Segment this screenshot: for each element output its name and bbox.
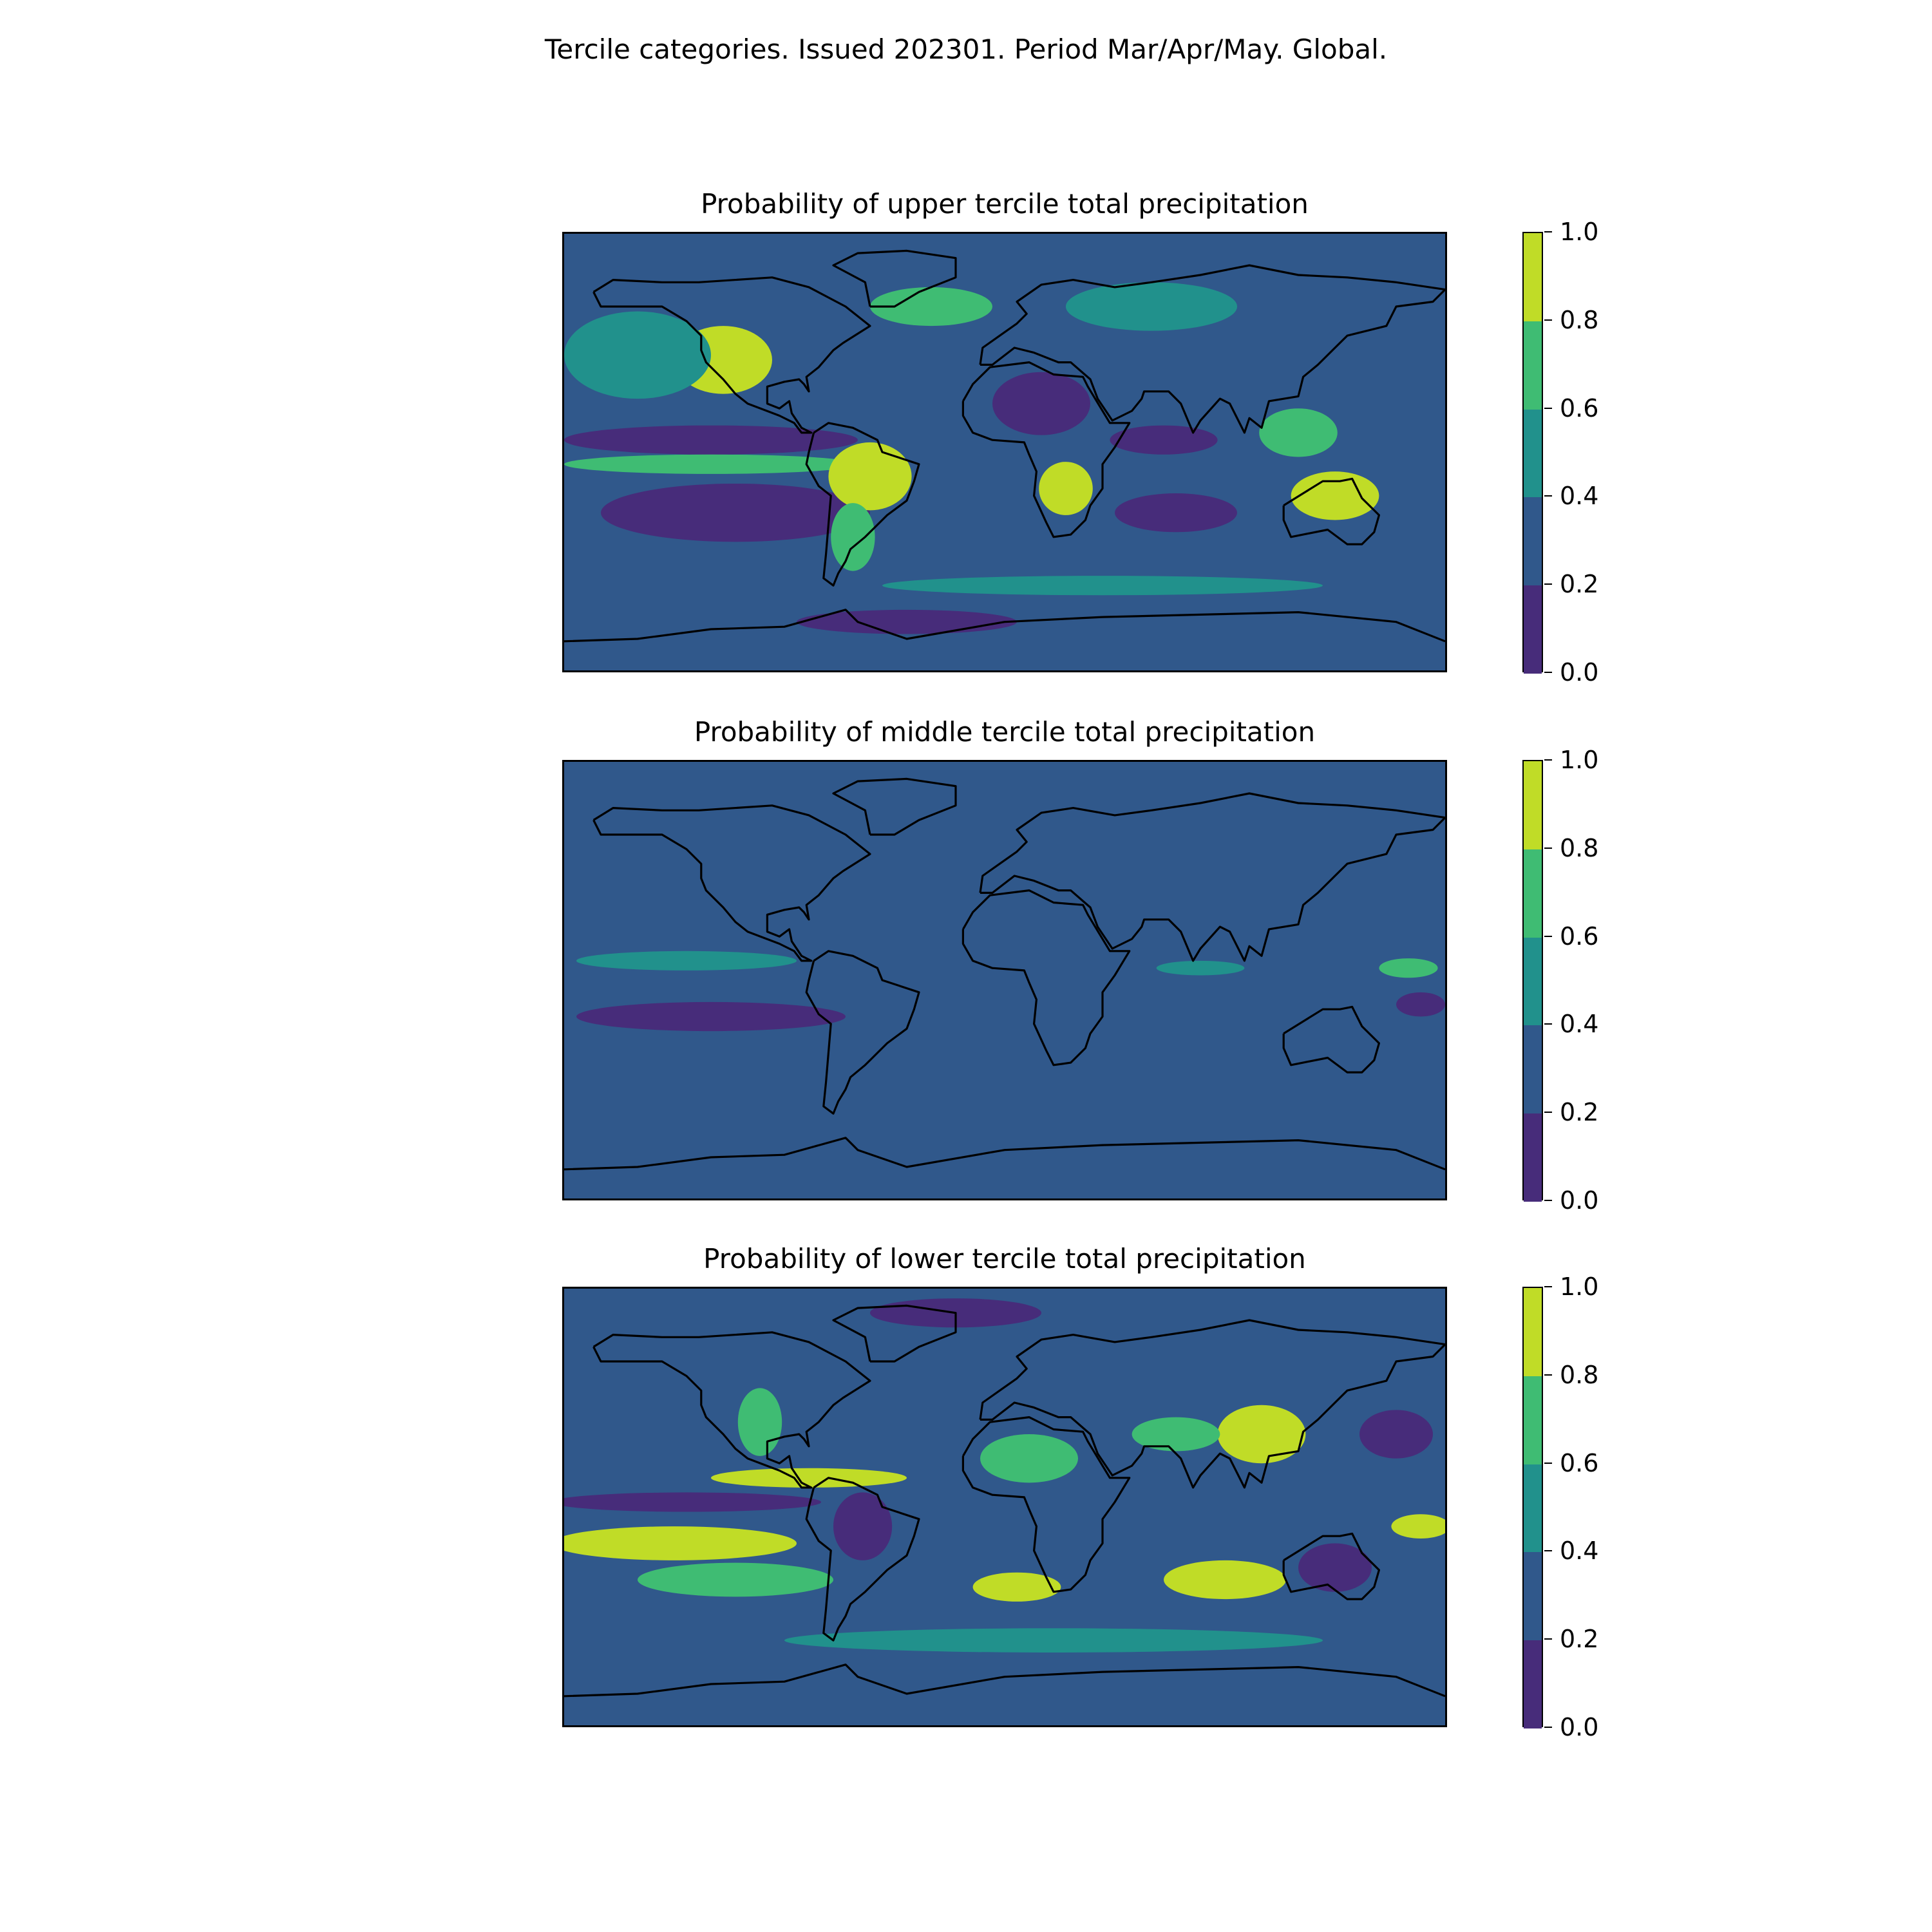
region-southern-ocean-ring	[882, 576, 1323, 595]
colorbar-tick	[1544, 936, 1552, 937]
map-middle-tercile	[562, 760, 1447, 1200]
colorbar-band	[1524, 585, 1542, 674]
region-north-africa-dry	[992, 372, 1090, 435]
colorbar-band	[1524, 497, 1542, 585]
colorbar-tick-label: 0.8	[1560, 305, 1599, 334]
colorbar-tick-label: 0.6	[1560, 393, 1599, 422]
region-equatorial-pacific-wet	[564, 455, 858, 474]
region-south-pacific-green	[638, 1563, 833, 1597]
colorbar-tick-label: 0.4	[1560, 482, 1599, 511]
colorbar-tick	[1544, 231, 1552, 232]
colorbar-tick	[1544, 1463, 1552, 1464]
colorbar-tick-label: 0.0	[1560, 658, 1599, 687]
colorbar-tick	[1544, 1200, 1552, 1201]
region-china	[1218, 1405, 1306, 1463]
map-lower-svg	[564, 1289, 1445, 1725]
region-south-indian-ocean	[1115, 493, 1237, 532]
colorbar-tick	[1544, 495, 1552, 497]
colorbar-tick-label: 0.6	[1560, 922, 1599, 951]
colorbar-band	[1524, 1376, 1542, 1464]
region-central-us	[738, 1388, 782, 1455]
region-south-america-south	[831, 503, 875, 571]
colorbar-tick-label: 0.0	[1560, 1713, 1599, 1741]
colorbar-band	[1524, 410, 1542, 498]
map-middle-svg	[564, 762, 1445, 1198]
colorbar-tick	[1544, 319, 1552, 321]
colorbar-bar	[1522, 760, 1543, 1200]
background-field	[564, 762, 1445, 1198]
colorbar-band	[1524, 938, 1542, 1026]
colorbar-tick	[1544, 1550, 1552, 1551]
colorbar-tick-label: 0.2	[1560, 570, 1599, 599]
map-upper-svg	[564, 234, 1445, 670]
region-maritime-continent	[1259, 408, 1338, 457]
colorbar-tick	[1544, 1727, 1552, 1728]
colorbar-tick-label: 0.6	[1560, 1448, 1599, 1477]
colorbar-tick	[1544, 1112, 1552, 1113]
region-equatorial-pacific-dry	[564, 1492, 821, 1511]
colorbar-band	[1524, 1640, 1542, 1728]
panel-title-middle: Probability of middle tercile total precipitation	[694, 716, 1316, 748]
region-australia-north	[1291, 471, 1379, 520]
colorbar-tick-label: 0.4	[1560, 1010, 1599, 1039]
map-upper-tercile	[562, 232, 1447, 672]
panel-title-upper: Probability of upper tercile total precipitation	[701, 188, 1309, 220]
colorbar-tick-label: 1.0	[1560, 746, 1599, 774]
region-indian-ocean-band	[1157, 961, 1245, 976]
colorbar-tick	[1544, 1374, 1552, 1376]
colorbar-tick-label: 0.8	[1560, 1360, 1599, 1389]
region-south-america-north	[828, 442, 911, 510]
region-west-pacific-dry	[1396, 992, 1445, 1017]
colorbar-tick	[1544, 848, 1552, 849]
colorbar-tick	[1544, 583, 1552, 585]
colorbar-tick-label: 0.2	[1560, 1098, 1599, 1127]
region-southeast-pacific-dry	[576, 1002, 846, 1031]
colorbar-bar	[1522, 232, 1543, 672]
region-southern-africa-wet	[1039, 462, 1093, 515]
colorbar-band	[1524, 233, 1542, 321]
colorbar-bar	[1522, 1287, 1543, 1727]
region-northern-eurasia	[1066, 282, 1237, 330]
colorbar-tick	[1544, 1638, 1552, 1640]
colorbar-tick-label: 0.8	[1560, 833, 1599, 862]
region-west-pacific-spot	[1379, 958, 1437, 978]
panel-title-lower: Probability of lower tercile total precipitation	[703, 1243, 1306, 1274]
colorbar-band	[1524, 1113, 1542, 1202]
colorbar-band	[1524, 849, 1542, 938]
figure-title: Tercile categories. Issued 202301. Period Mar/Apr/May. Global.	[544, 33, 1388, 65]
colorbar-tick	[1544, 672, 1552, 673]
region-south-atlantic-wet	[973, 1573, 1061, 1602]
colorbar-tick-label: 0.2	[1560, 1625, 1599, 1654]
colorbar-band	[1524, 1288, 1542, 1376]
colorbar-band	[1524, 321, 1542, 410]
region-south-indian-ocean-wet	[1164, 1560, 1286, 1599]
region-southern-ocean-band	[784, 1628, 1323, 1653]
map-lower-tercile	[562, 1287, 1447, 1727]
colorbar-tick-label: 1.0	[1560, 218, 1599, 246]
colorbar-band	[1524, 1464, 1542, 1553]
colorbar-tick-label: 1.0	[1560, 1273, 1599, 1301]
colorbar-tick	[1544, 408, 1552, 409]
region-east-pacific-band	[576, 951, 797, 971]
colorbar-tick-label: 0.4	[1560, 1537, 1599, 1566]
colorbar-band	[1524, 761, 1542, 849]
region-eastern-pacific-dry-north	[564, 426, 858, 455]
colorbar-band	[1524, 1025, 1542, 1113]
colorbar-band	[1524, 1552, 1542, 1640]
colorbar-tick	[1544, 1023, 1552, 1025]
region-amazon-dry	[833, 1492, 892, 1560]
region-caribbean-wet-band	[711, 1468, 907, 1488]
colorbar-tick	[1544, 1286, 1552, 1287]
colorbar-tick-label: 0.0	[1560, 1186, 1599, 1215]
region-north-africa	[980, 1434, 1078, 1482]
region-north-pacific-dry	[1359, 1410, 1433, 1458]
colorbar-tick	[1544, 759, 1552, 761]
